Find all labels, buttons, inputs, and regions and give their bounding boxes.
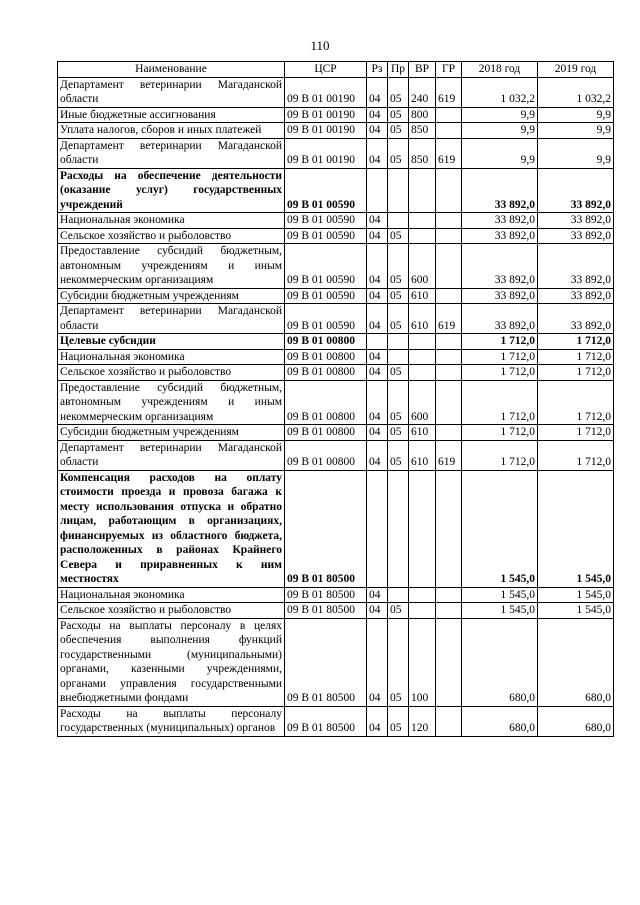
cell-vr xyxy=(409,228,436,244)
table-row xyxy=(58,334,614,350)
cell-y2019: 9,9 xyxy=(538,107,614,123)
cell-rz: 04 xyxy=(367,213,388,229)
cell-gr xyxy=(436,587,462,603)
header-2019: 2019 год xyxy=(538,62,614,78)
header-rz: Рз xyxy=(367,62,388,78)
cell-y2019: 33 892,0 xyxy=(538,228,614,244)
cell-csr: 09 В 01 80500 xyxy=(285,603,367,619)
table-row xyxy=(58,304,614,334)
cell-y2018: 1 712,0 xyxy=(462,349,538,365)
cell-pr: 05 xyxy=(388,244,409,289)
cell-rz: 04 xyxy=(367,288,388,304)
cell-name: Сельское хозяйство и рыболовство xyxy=(58,228,285,244)
cell-y2018: 33 892,0 xyxy=(462,228,538,244)
cell-rz xyxy=(367,334,388,350)
cell-gr xyxy=(436,123,462,139)
cell-csr: 09 В 01 00800 xyxy=(285,380,367,425)
cell-y2018: 9,9 xyxy=(462,107,538,123)
cell-csr: 09 В 01 00800 xyxy=(285,440,367,470)
cell-y2019: 33 892,0 xyxy=(538,304,614,334)
cell-vr xyxy=(409,365,436,381)
cell-csr: 09 В 01 80500 xyxy=(285,470,367,587)
cell-pr xyxy=(388,349,409,365)
header-gr: ГР xyxy=(436,62,462,78)
cell-pr xyxy=(388,470,409,587)
cell-name: Национальная экономика xyxy=(58,213,285,229)
cell-y2018: 33 892,0 xyxy=(462,304,538,334)
header-name: Наименование xyxy=(58,62,285,78)
cell-gr xyxy=(436,107,462,123)
cell-gr xyxy=(436,470,462,587)
cell-pr: 05 xyxy=(388,380,409,425)
cell-y2018: 1 032,2 xyxy=(462,77,538,107)
cell-vr xyxy=(409,349,436,365)
cell-rz: 04 xyxy=(367,587,388,603)
cell-name: Субсидии бюджетным учреждениям xyxy=(58,425,285,441)
cell-csr: 09 В 01 00190 xyxy=(285,77,367,107)
cell-rz xyxy=(367,168,388,213)
table-row xyxy=(58,425,614,441)
cell-csr: 09 В 01 00190 xyxy=(285,123,367,139)
cell-csr: 09 В 01 00190 xyxy=(285,107,367,123)
cell-name: Сельское хозяйство и рыболовство xyxy=(58,603,285,619)
cell-pr xyxy=(388,213,409,229)
table-row xyxy=(58,228,614,244)
cell-rz: 04 xyxy=(367,244,388,289)
table-row xyxy=(58,603,614,619)
cell-vr: 610 xyxy=(409,288,436,304)
cell-name: Сельское хозяйство и рыболовство xyxy=(58,365,285,381)
cell-name: Департамент ветеринарии Магаданской области xyxy=(58,304,285,334)
cell-y2019: 1 545,0 xyxy=(538,587,614,603)
cell-gr xyxy=(436,213,462,229)
cell-gr xyxy=(436,425,462,441)
cell-gr xyxy=(436,334,462,350)
cell-rz: 04 xyxy=(367,440,388,470)
cell-csr: 09 В 01 00800 xyxy=(285,334,367,350)
cell-pr: 05 xyxy=(388,288,409,304)
cell-name: Уплата налогов, сборов и иных платежей xyxy=(58,123,285,139)
cell-vr: 610 xyxy=(409,304,436,334)
cell-pr: 05 xyxy=(388,228,409,244)
cell-vr xyxy=(409,168,436,213)
table-row xyxy=(58,470,614,587)
cell-vr xyxy=(409,470,436,587)
cell-vr xyxy=(409,213,436,229)
cell-gr: 619 xyxy=(436,440,462,470)
cell-name: Департамент ветеринарии Магаданской области xyxy=(58,138,285,168)
cell-vr: 100 xyxy=(409,618,436,706)
header-2018: 2018 год xyxy=(462,62,538,78)
cell-csr: 09 В 01 00800 xyxy=(285,365,367,381)
cell-name: Департамент ветеринарии Магаданской области xyxy=(58,77,285,107)
cell-pr: 05 xyxy=(388,138,409,168)
cell-y2018: 1 712,0 xyxy=(462,440,538,470)
cell-name: Расходы на обеспечение деятельности (оказание услуг) государственных учреждений xyxy=(58,168,285,213)
cell-y2019: 33 892,0 xyxy=(538,168,614,213)
table-row xyxy=(58,440,614,470)
cell-y2019: 1 545,0 xyxy=(538,603,614,619)
cell-name: Расходы на выплаты персоналу в целях обеспечения выполнения функций государственными (муниципальными) органами, казенными учреждениями, органами управления государственными внебюджетными фондами xyxy=(58,618,285,706)
cell-y2018: 1 712,0 xyxy=(462,425,538,441)
budget-table xyxy=(57,61,614,737)
cell-csr: 09 В 01 00590 xyxy=(285,244,367,289)
cell-name: Целевые субсидии xyxy=(58,334,285,350)
cell-pr xyxy=(388,168,409,213)
table-row xyxy=(58,587,614,603)
cell-rz: 04 xyxy=(367,138,388,168)
cell-rz xyxy=(367,470,388,587)
table-header xyxy=(58,62,614,78)
cell-rz: 04 xyxy=(367,365,388,381)
cell-pr: 05 xyxy=(388,123,409,139)
cell-y2019: 33 892,0 xyxy=(538,213,614,229)
cell-gr: 619 xyxy=(436,138,462,168)
cell-vr xyxy=(409,334,436,350)
cell-csr: 09 В 01 00590 xyxy=(285,304,367,334)
cell-y2019: 1 712,0 xyxy=(538,365,614,381)
cell-gr xyxy=(436,244,462,289)
cell-pr: 05 xyxy=(388,107,409,123)
cell-csr: 09 В 01 00590 xyxy=(285,168,367,213)
table-row xyxy=(58,138,614,168)
cell-y2019: 9,9 xyxy=(538,123,614,139)
cell-rz: 04 xyxy=(367,618,388,706)
cell-vr xyxy=(409,587,436,603)
cell-vr: 850 xyxy=(409,123,436,139)
cell-rz: 04 xyxy=(367,425,388,441)
cell-vr: 120 xyxy=(409,706,436,736)
cell-csr: 09 В 01 00190 xyxy=(285,138,367,168)
cell-y2019: 680,0 xyxy=(538,706,614,736)
cell-gr: 619 xyxy=(436,304,462,334)
cell-y2018: 680,0 xyxy=(462,706,538,736)
cell-y2019: 33 892,0 xyxy=(538,288,614,304)
cell-y2019: 1 712,0 xyxy=(538,349,614,365)
cell-rz: 04 xyxy=(367,107,388,123)
cell-pr: 05 xyxy=(388,706,409,736)
table-row xyxy=(58,77,614,107)
cell-y2019: 1 712,0 xyxy=(538,440,614,470)
cell-name: Компенсация расходов на оплату стоимости проезда и провоза багажа к месту использования отпуска и обратно лицам, работающим в организациях, финансируемых из областного бюджета, расположенных в районах Крайнего Севера и приравненных к ним местностях xyxy=(58,470,285,587)
table-row xyxy=(58,168,614,213)
cell-csr: 09 В 01 80500 xyxy=(285,587,367,603)
cell-y2019: 1 712,0 xyxy=(538,380,614,425)
cell-gr xyxy=(436,618,462,706)
cell-rz: 04 xyxy=(367,380,388,425)
table-row xyxy=(58,380,614,425)
cell-y2019: 9,9 xyxy=(538,138,614,168)
cell-gr xyxy=(436,380,462,425)
cell-pr: 05 xyxy=(388,603,409,619)
cell-gr xyxy=(436,228,462,244)
cell-rz: 04 xyxy=(367,123,388,139)
cell-pr: 05 xyxy=(388,304,409,334)
table-body xyxy=(58,77,614,736)
cell-gr xyxy=(436,365,462,381)
cell-rz: 04 xyxy=(367,349,388,365)
cell-y2019: 680,0 xyxy=(538,618,614,706)
cell-gr xyxy=(436,288,462,304)
cell-gr xyxy=(436,706,462,736)
table-row xyxy=(58,213,614,229)
cell-name: Департамент ветеринарии Магаданской области xyxy=(58,440,285,470)
table-row xyxy=(58,349,614,365)
table-row xyxy=(58,618,614,706)
cell-y2018: 9,9 xyxy=(462,138,538,168)
cell-gr xyxy=(436,349,462,365)
cell-name: Предоставление субсидий бюджетным, автономным учреждениям и иным некоммерческим организациям xyxy=(58,380,285,425)
cell-csr: 09 В 01 80500 xyxy=(285,706,367,736)
cell-pr: 05 xyxy=(388,425,409,441)
cell-name: Предоставление субсидий бюджетным, автономным учреждениям и иным некоммерческим организациям xyxy=(58,244,285,289)
cell-rz: 04 xyxy=(367,228,388,244)
table-row xyxy=(58,244,614,289)
cell-y2018: 1 712,0 xyxy=(462,380,538,425)
cell-y2018: 33 892,0 xyxy=(462,244,538,289)
cell-y2018: 1 712,0 xyxy=(462,334,538,350)
table-row xyxy=(58,123,614,139)
cell-y2018: 33 892,0 xyxy=(462,288,538,304)
cell-csr: 09 В 01 00590 xyxy=(285,213,367,229)
cell-pr: 05 xyxy=(388,440,409,470)
cell-vr: 600 xyxy=(409,380,436,425)
cell-csr: 09 В 01 00590 xyxy=(285,228,367,244)
cell-pr xyxy=(388,334,409,350)
cell-y2019: 1 032,2 xyxy=(538,77,614,107)
cell-y2019: 1 712,0 xyxy=(538,425,614,441)
cell-name: Субсидии бюджетным учреждениям xyxy=(58,288,285,304)
header-csr: ЦСР xyxy=(285,62,367,78)
cell-rz: 04 xyxy=(367,706,388,736)
cell-name: Иные бюджетные ассигнования xyxy=(58,107,285,123)
cell-y2018: 1 712,0 xyxy=(462,365,538,381)
cell-y2018: 680,0 xyxy=(462,618,538,706)
cell-y2019: 33 892,0 xyxy=(538,244,614,289)
cell-y2019: 1 712,0 xyxy=(538,334,614,350)
cell-csr: 09 В 01 00590 xyxy=(285,288,367,304)
cell-vr: 600 xyxy=(409,244,436,289)
table-row xyxy=(58,365,614,381)
cell-pr: 05 xyxy=(388,618,409,706)
cell-name: Национальная экономика xyxy=(58,587,285,603)
cell-y2018: 1 545,0 xyxy=(462,470,538,587)
cell-csr: 09 В 01 00800 xyxy=(285,349,367,365)
cell-rz: 04 xyxy=(367,77,388,107)
cell-vr: 850 xyxy=(409,138,436,168)
cell-gr: 619 xyxy=(436,77,462,107)
cell-y2019: 1 545,0 xyxy=(538,470,614,587)
cell-pr: 05 xyxy=(388,77,409,107)
cell-pr: 05 xyxy=(388,365,409,381)
page-number: 110 xyxy=(310,38,330,53)
cell-vr: 610 xyxy=(409,440,436,470)
table-row xyxy=(58,706,614,736)
cell-gr xyxy=(436,603,462,619)
cell-pr xyxy=(388,587,409,603)
cell-vr xyxy=(409,603,436,619)
cell-y2018: 1 545,0 xyxy=(462,603,538,619)
table-row xyxy=(58,107,614,123)
cell-csr: 09 В 01 00800 xyxy=(285,425,367,441)
cell-vr: 610 xyxy=(409,425,436,441)
cell-rz: 04 xyxy=(367,304,388,334)
header-vr: ВР xyxy=(409,62,436,78)
cell-y2018: 1 545,0 xyxy=(462,587,538,603)
cell-vr: 800 xyxy=(409,107,436,123)
cell-y2018: 9,9 xyxy=(462,123,538,139)
cell-name: Расходы на выплаты персоналу государственных (муниципальных) органов xyxy=(58,706,285,736)
cell-csr: 09 В 01 80500 xyxy=(285,618,367,706)
cell-y2018: 33 892,0 xyxy=(462,168,538,213)
cell-vr: 240 xyxy=(409,77,436,107)
header-pr: Пр xyxy=(388,62,409,78)
cell-rz: 04 xyxy=(367,603,388,619)
table-row xyxy=(58,288,614,304)
cell-name: Национальная экономика xyxy=(58,349,285,365)
cell-y2018: 33 892,0 xyxy=(462,213,538,229)
cell-gr xyxy=(436,168,462,213)
